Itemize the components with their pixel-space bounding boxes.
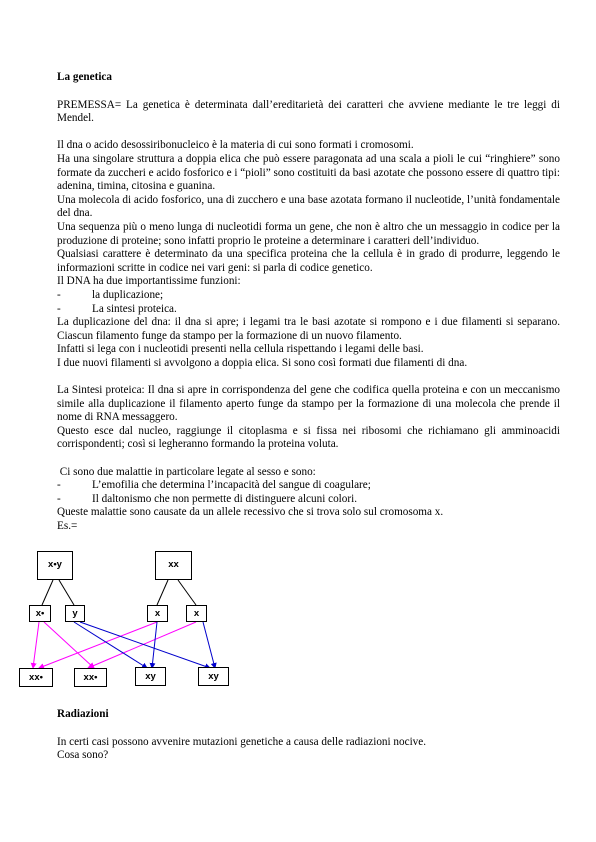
page-title: La genetica	[57, 71, 112, 83]
parent-gamete-line	[59, 580, 74, 605]
gamete-box: x•	[29, 605, 51, 622]
duplication-paragraph: Infatti si lega con i nucleotidi presenti nella cellula rispettando i legami delle basi.	[57, 343, 424, 356]
disease-intro: Ci sono due malattie in particolare legate al sesso e sono:	[57, 465, 316, 478]
list-bullet: -	[57, 479, 61, 492]
radiazioni-question: Cosa sono?	[57, 749, 109, 762]
radiazioni-paragraph: In certi casi possono avvenire mutazioni genetiche a causa delle radiazioni nocive.	[57, 735, 427, 748]
inheritance-diagram	[0, 548, 596, 698]
premessa-paragraph: PREMESSA= La genetica è determinata dall’ereditarietà dei caratteri che avviene mediante le tre leggi di Mendel.	[57, 98, 560, 125]
list-bullet: -	[57, 492, 61, 505]
parent-gamete-line	[178, 580, 196, 605]
gamete-offspring-line	[33, 622, 39, 668]
synthesis-paragraph: La Sintesi proteica: Il dna si apre in corrispondenza del gene che codifica quella proteina e con un meccanismo simile alla duplicazione il filamento aperto funge da stampo per la formazione di una molecola che prende il nome di RNA messaggero.	[57, 384, 560, 424]
list-item	[57, 479, 560, 493]
parent-box: x•y	[37, 551, 73, 580]
dna-paragraph: Ha una singolare struttura a doppia elica che può essere paragonata ad una scala a pioli le cui “ringhiere” sono formate da zuccheri e acido fosforico e i “pioli” sono costituiti da basi azotate che possono essere di quattro tipi: adenina, timina, citosina e guanina.	[57, 152, 560, 193]
list-item	[57, 303, 560, 317]
dna-paragraph: Il dna o acido desossiribonucleico è la materia di cui sono formati i cromosomi.	[57, 139, 414, 152]
gamete-box: y	[65, 605, 85, 622]
offspring-box: xy	[198, 667, 229, 686]
offspring-box: xx•	[19, 668, 53, 687]
list-item-text: La sintesi proteica.	[92, 302, 177, 315]
offspring-box: xy	[135, 667, 166, 686]
section-title: Radiazioni	[57, 708, 109, 720]
gamete-offspring-line	[74, 622, 147, 668]
synthesis-paragraph: Questo esce dal nucleo, raggiunge il citoplasma e si fissa nei ribosomi che richiamano gli amminoacidi corrispondenti; così si legheranno formando la proteina voluta.	[57, 424, 560, 451]
offspring-box: xx•	[74, 668, 107, 687]
list-item	[57, 289, 560, 303]
document-body	[57, 71, 560, 534]
dna-paragraph: Il DNA ha due importantissime funzioni:	[57, 275, 241, 288]
gamete-box: x	[147, 605, 168, 622]
dna-paragraph: Una sequenza più o meno lunga di nucleotidi forma un gene, che non è altro che un messaggio in codice per la produzione di proteine; sono infatti proprio le proteine a determinare i caratteri dell’individuo.	[57, 220, 560, 247]
gamete-offspring-line	[80, 622, 210, 668]
gamete-offspring-line	[88, 622, 196, 668]
duplication-paragraph: I due nuovi filamenti si avvolgono a doppia elica. Si sono così formati due filamenti di dna.	[57, 356, 468, 369]
parent-box: xx	[155, 551, 192, 580]
list-item	[57, 493, 560, 507]
gamete-box: x	[186, 605, 207, 622]
gamete-offspring-line	[39, 622, 157, 668]
example-label: Es.=	[57, 520, 78, 532]
dna-paragraph: Una molecola di acido fosforico, una di zucchero e una base azotata formano il nucleotide, l’unità fondamentale del dna.	[57, 193, 560, 220]
list-bullet: -	[57, 302, 61, 315]
parent-gamete-line	[42, 580, 53, 605]
disease-outro: Queste malattie sono causate da un allele recessivo che si trova solo sul cromosoma x.	[57, 506, 444, 519]
parent-gamete-line	[157, 580, 168, 605]
list-bullet: -	[57, 288, 61, 301]
list-item-text: Il daltonismo che non permette di distinguere alcuni colori.	[92, 492, 358, 505]
radiazioni-section	[57, 708, 560, 763]
gamete-offspring-line	[203, 622, 215, 668]
gamete-offspring-line	[152, 622, 157, 668]
dna-paragraph: Qualsiasi carattere è determinato da una specifica proteina che la cellula è in grado di produrre, leggendo le informazioni scritte in codice nei vari geni: si parla di codice genetico.	[57, 248, 560, 274]
list-item-text: la duplicazione;	[92, 288, 164, 301]
duplication-paragraph: La duplicazione del dna: il dna si apre; i legami tra le basi azotate si rompono e i due filamenti si separano. Ciascun filamento funge da stampo per la formazione di un nuovo filamento.	[57, 316, 560, 342]
gamete-offspring-line	[44, 622, 94, 668]
list-item-text: L’emofilia che determina l’incapacità del sangue di coagulare;	[92, 479, 371, 492]
